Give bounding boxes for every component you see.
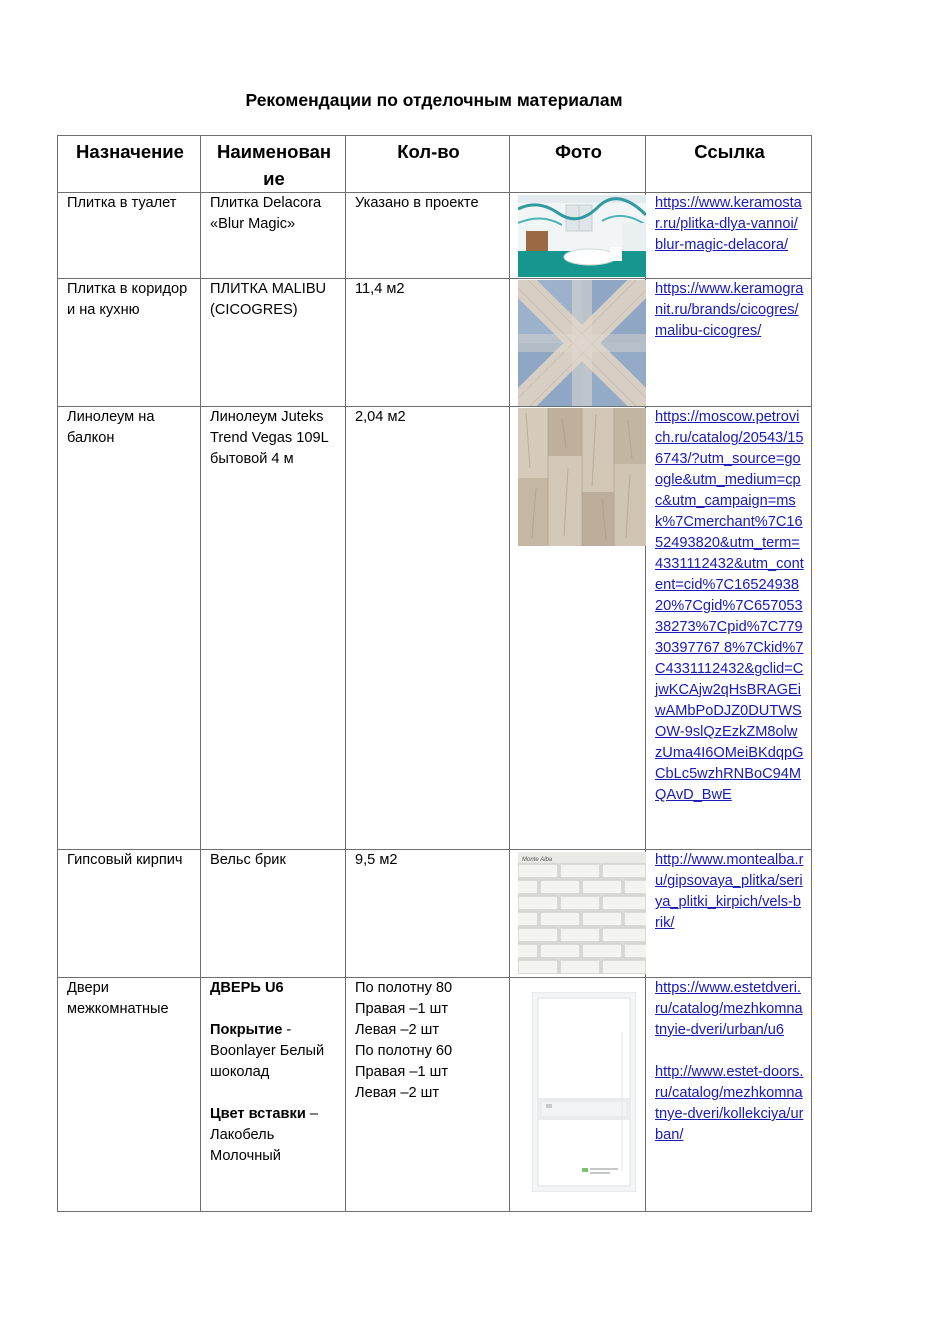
cell-purpose: Плитка в коридор и на кухню	[58, 279, 201, 407]
linoleum-wood-photo-icon	[518, 408, 646, 546]
cell-name: ПЛИТКА MALIBU (CICOGRES)	[201, 279, 346, 407]
qty-line: Правая –1 шт	[355, 1064, 449, 1080]
product-link-2[interactable]: http://www.estet-doors.ru/catalog/mezhkomnatnye-dveri/kollekciya/urban/	[655, 1064, 804, 1143]
qty-line: По полотну 60	[355, 1043, 453, 1059]
cell-name: Плитка Delacora «Blur Magic»	[201, 193, 346, 279]
door-insert-color: Цвет вставки – Лакобель Молочный	[210, 1106, 318, 1164]
cell-purpose: Плитка в туалет	[58, 193, 201, 279]
header-qty: Кол-во	[346, 136, 510, 193]
cell-purpose: Гипсовый кирпич	[58, 850, 201, 978]
table-header-row	[58, 136, 812, 193]
product-link[interactable]: https://www.keramogranit.ru/brands/cicogres/malibu-cicogres/	[655, 281, 804, 339]
cell-photo	[510, 407, 646, 850]
cell-purpose: Линолеум на балкон	[58, 407, 201, 850]
brand-label: Monte Alba	[522, 857, 553, 863]
table-row	[58, 978, 812, 1212]
page-title: Рекомендации по отделочным материалам	[245, 90, 623, 110]
cell-qty: 11,4 м2	[346, 279, 510, 407]
cell-purpose: Двери межкомнатные	[58, 978, 201, 1212]
product-link[interactable]: https://www.keramostar.ru/plitka-dlya-vannoi/blur-magic-delacora/	[655, 195, 802, 253]
interior-door-photo-icon	[532, 992, 636, 1192]
product-link[interactable]: http://www.montealba.ru/gipsovaya_plitka/seriya_plitki_kirpich/vels-brik/	[655, 852, 804, 931]
cell-photo	[510, 279, 646, 407]
cell-qty	[346, 978, 510, 1212]
cell-link[interactable]	[646, 279, 812, 407]
table-row	[58, 279, 812, 407]
gypsum-brick-photo-icon	[518, 852, 646, 974]
table-row	[58, 407, 812, 850]
header-photo: Фото	[510, 136, 646, 193]
wood-cross-tile-photo-icon	[518, 280, 646, 406]
cell-photo	[510, 978, 646, 1212]
cell-link[interactable]	[646, 407, 812, 850]
cell-name	[201, 978, 346, 1212]
cell-qty: 9,5 м2	[346, 850, 510, 978]
table-row	[58, 850, 812, 978]
header-link: Ссылка	[646, 136, 812, 193]
cell-name: Линолеум Juteks Trend Vegas 109L бытовой 4 м	[201, 407, 346, 850]
door-model: ДВЕРЬ U6	[210, 980, 284, 996]
qty-line: Левая –2 шт	[355, 1085, 440, 1101]
qty-line: Левая –2 шт	[355, 1022, 440, 1038]
cell-photo	[510, 193, 646, 279]
cell-name: Вельс брик	[201, 850, 346, 978]
cell-photo	[510, 850, 646, 978]
qty-line: Правая –1 шт	[355, 1001, 449, 1017]
header-purpose: Назначение	[58, 136, 201, 193]
product-link[interactable]: https://moscow.petrovich.ru/catalog/20543/156743/?utm_source=google&utm_medium=cpc&utm_campaign=msk%7Cmerchant%7C1652493820&utm_term=4331112432&utm_content=cid%7C1652493820%7Cgid%7C65705338273%7Cpid%7C77930397767 8%7Ckid%7C4331112432&gclid=CjwKCAjw2qHsBRAGEiwAMbPoDJZ0DUTWSOW-9slQzEzkZM8olwzUma4I6OMeiBKdqpGCbLc5wzhRNBoC94MQAvD_BwE	[655, 409, 804, 803]
product-link[interactable]: https://www.estetdveri.ru/catalog/mezhkomnatnyie-dveri/urban/u6	[655, 980, 803, 1038]
qty-line: По полотну 80	[355, 980, 453, 996]
materials-table	[57, 135, 812, 1212]
bathroom-tile-photo-icon	[518, 195, 646, 277]
cell-link[interactable]	[646, 850, 812, 978]
cell-link[interactable]	[646, 978, 812, 1212]
table-row	[58, 193, 812, 279]
cell-link[interactable]	[646, 193, 812, 279]
cell-qty: 2,04 м2	[346, 407, 510, 850]
cell-qty: Указано в проекте	[346, 193, 510, 279]
header-name: Наименован ие	[201, 136, 346, 193]
door-coating: Покрытие - Boonlayer Белый шоколад	[210, 1022, 325, 1080]
